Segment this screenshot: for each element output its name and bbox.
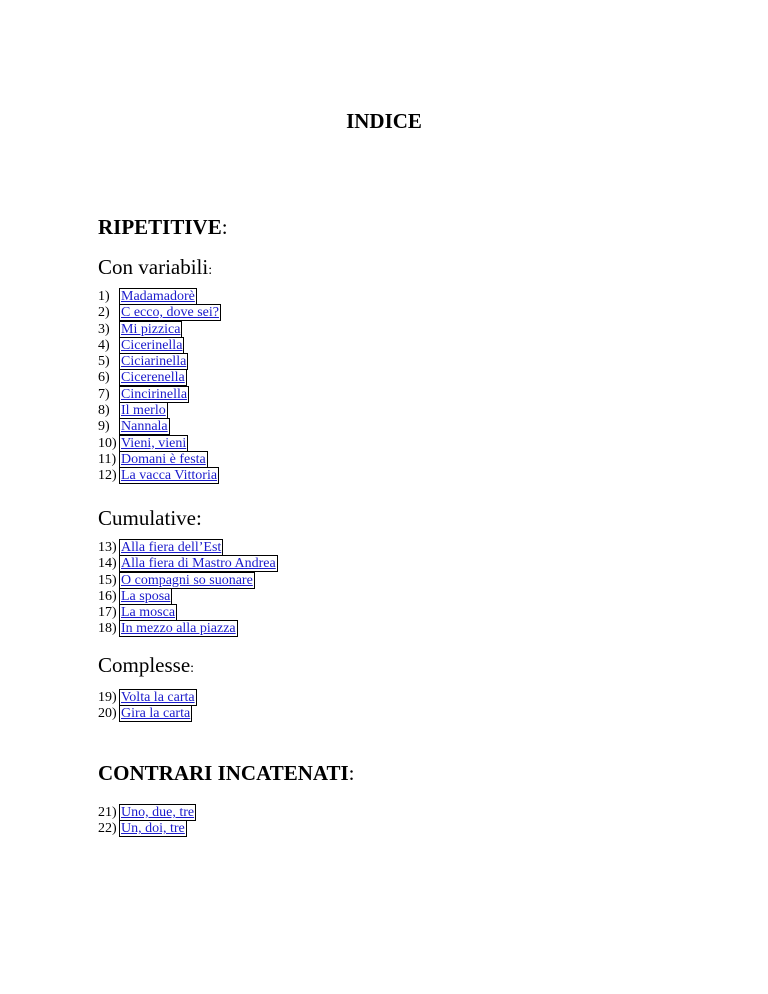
list-item (98, 452, 221, 468)
item-link[interactable]: Ciciarinella (121, 354, 187, 370)
heading-colon: : (190, 661, 195, 676)
item-number: 5) (98, 354, 110, 370)
heading-text: Cumulative: (98, 506, 202, 530)
item-link[interactable]: Cincirinella (121, 386, 188, 402)
subheading-cumulative (98, 505, 202, 531)
item-link[interactable]: La mosca (121, 605, 176, 621)
page-title: INDICE (346, 109, 422, 133)
heading-text: RIPETITIVE (98, 215, 222, 239)
list-item (98, 403, 221, 419)
list-item (98, 573, 278, 589)
item-link[interactable]: Un, doi, tre (121, 821, 185, 837)
item-number: 13) (98, 540, 117, 555)
subheading-con-variabili (98, 254, 212, 284)
item-number: 2) (98, 305, 110, 321)
list-item (98, 589, 278, 605)
list-item (98, 706, 197, 722)
subheading-complesse (98, 652, 194, 682)
list-item (98, 419, 221, 435)
item-link[interactable]: Volta la carta (121, 690, 195, 705)
item-link[interactable]: Nannala (121, 419, 168, 435)
item-number: 10) (98, 435, 117, 451)
item-link[interactable]: La sposa (121, 588, 171, 604)
heading-text: CONTRARI INCATENATI (98, 761, 349, 785)
item-number: 19) (98, 690, 117, 705)
item-link[interactable]: Madamadorè (121, 289, 195, 304)
list-item (98, 468, 221, 484)
list-item (98, 289, 221, 305)
item-number: 3) (98, 321, 110, 337)
item-link[interactable]: Vieni, vieni (121, 435, 187, 451)
item-link[interactable]: Cicerinella (121, 337, 183, 353)
list-item (98, 556, 278, 572)
section-heading-ripetitive (98, 214, 228, 240)
list-item (98, 821, 196, 837)
item-number: 15) (98, 572, 117, 588)
list-complesse (98, 690, 197, 723)
item-number: 9) (98, 419, 110, 435)
list-item (98, 605, 278, 621)
list-con-variabili (98, 289, 221, 485)
item-number: 4) (98, 337, 110, 353)
list-item (98, 805, 196, 821)
item-link[interactable]: Alla fiera di Mastro Andrea (121, 556, 276, 572)
item-link[interactable]: Il merlo (121, 403, 166, 419)
list-item (98, 370, 221, 386)
item-link[interactable]: La vacca Vittoria (121, 468, 218, 484)
heading-colon: : (221, 215, 228, 239)
item-number: 14) (98, 556, 117, 572)
heading-colon: : (208, 263, 213, 278)
item-number: 12) (98, 468, 117, 484)
item-link[interactable]: Cicerenella (121, 370, 185, 386)
item-number: 21) (98, 805, 117, 820)
heading-text: Complesse (98, 653, 191, 677)
list-item (98, 540, 278, 556)
list-cumulative (98, 540, 278, 638)
list-contrari-incatenati (98, 805, 196, 838)
heading-colon: : (348, 761, 355, 785)
item-link[interactable]: Alla fiera dell’Est (121, 540, 222, 555)
item-link[interactable]: In mezzo alla piazza (121, 621, 236, 637)
item-number: 8) (98, 403, 110, 419)
heading-text: Con variabili (98, 255, 209, 279)
item-number: 17) (98, 605, 117, 621)
item-link[interactable]: Uno, due, tre (121, 805, 195, 820)
item-number: 18) (98, 621, 117, 637)
item-number: 6) (98, 370, 110, 386)
item-number: 16) (98, 588, 117, 604)
list-item (98, 436, 221, 452)
list-item (98, 305, 221, 321)
list-item (98, 354, 221, 370)
item-number: 7) (98, 386, 110, 402)
list-item (98, 338, 221, 354)
section-heading-contrari-incatenati (98, 760, 355, 786)
list-item (98, 322, 221, 338)
item-number: 1) (98, 289, 110, 304)
list-item (98, 621, 278, 637)
item-link[interactable]: Domani è festa (121, 451, 206, 467)
item-number: 20) (98, 706, 117, 722)
list-item (98, 387, 221, 403)
item-number: 11) (98, 451, 117, 467)
item-link[interactable]: Mi pizzica (121, 321, 181, 337)
list-item (98, 690, 197, 706)
item-link[interactable]: Gira la carta (121, 706, 191, 722)
item-link[interactable]: O compagni so suonare (121, 572, 253, 588)
item-number: 22) (98, 821, 117, 837)
item-link[interactable]: C ecco, dove sei? (121, 305, 219, 321)
